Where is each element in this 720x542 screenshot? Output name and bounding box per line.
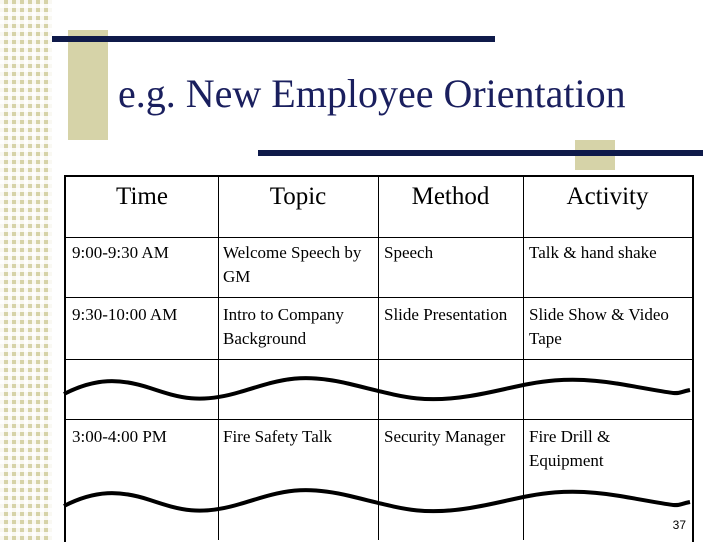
row2-time: 9:30-10:00 AM: [72, 305, 178, 324]
top-rule: [52, 36, 495, 42]
header-topic: Topic: [269, 183, 327, 210]
row3-activity: Fire Drill & Equipment: [529, 427, 611, 470]
row-divider: [66, 359, 692, 360]
row1-topic: Welcome Speech by GM: [223, 243, 362, 286]
row2-activity: Slide Show & Video Tape: [529, 305, 669, 348]
title-olive-block: [68, 30, 108, 140]
header-method: Method: [411, 183, 490, 210]
row-divider: [66, 419, 692, 420]
page-title: e.g. New Employee Orientation: [118, 71, 626, 116]
row1-time: 9:00-9:30 AM: [72, 243, 169, 262]
break-wave-line: [0, 370, 720, 410]
mid-rule: [258, 150, 703, 156]
row1-activity: Talk & hand shake: [529, 243, 657, 262]
row3-topic: Fire Safety Talk: [223, 427, 332, 446]
checkered-strip: [0, 0, 52, 540]
row3-time: 3:00-4:00 PM: [72, 427, 167, 446]
header-activity: Activity: [566, 183, 649, 210]
page-number: 37: [672, 518, 686, 532]
row3-method: Security Manager: [384, 427, 506, 446]
header-time: Time: [116, 183, 168, 210]
break-wave-line: [0, 482, 720, 522]
row2-topic: Intro to Company Background: [223, 305, 344, 348]
row2-method: Slide Presentation: [384, 305, 508, 324]
row1-method: Speech: [384, 243, 434, 262]
row-divider: [66, 237, 692, 238]
row-divider: [66, 297, 692, 298]
